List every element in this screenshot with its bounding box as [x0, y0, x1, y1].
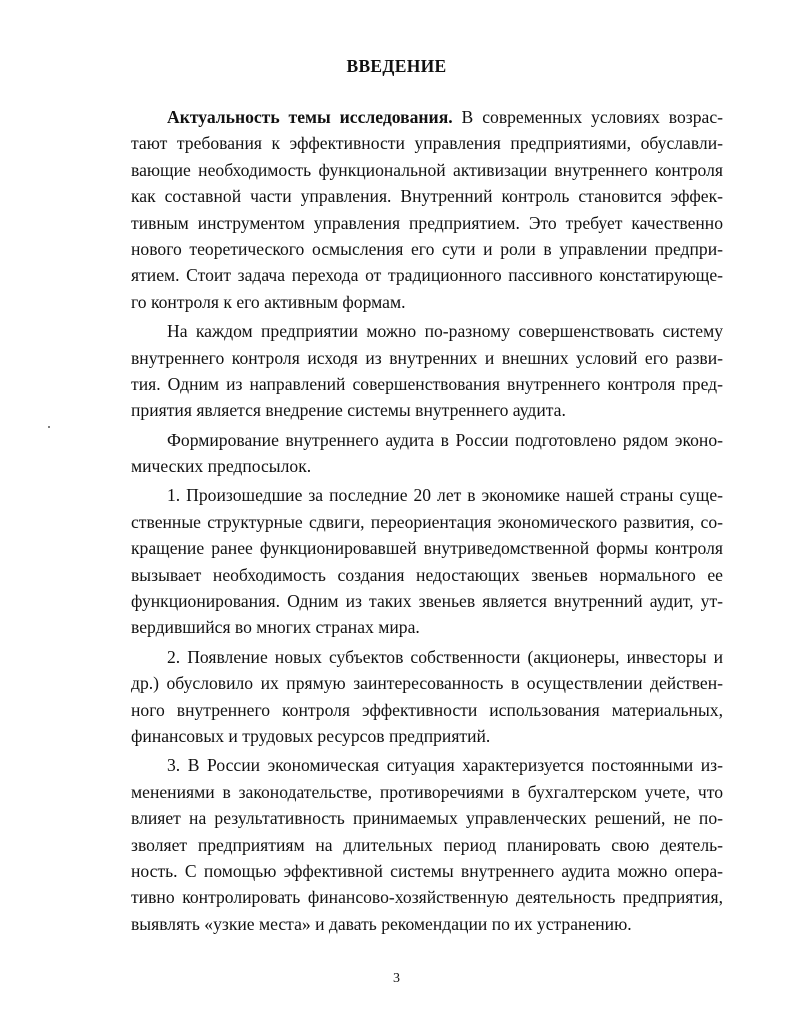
- line-text: мических предпосылок.: [131, 456, 312, 477]
- text-line: [131, 588, 723, 614]
- line-text: кращение ранее функционировавшей внутриведомственной формы контроля: [131, 538, 723, 559]
- line-text: вызывает необходимость создания недостающих звеньев нормального ее: [131, 564, 723, 585]
- line-text: ность. С помощью эффективной системы внутреннего аудита можно опера-: [131, 860, 723, 881]
- text-line: [131, 911, 723, 937]
- line-text: вердившийся во многих странах мира.: [131, 617, 420, 638]
- text-line: [131, 723, 723, 749]
- paragraph: [131, 752, 723, 937]
- line-text: вающие необходимость функциональной активизации внутреннего контроля: [131, 159, 723, 180]
- text-line: [131, 697, 723, 723]
- text-line: [131, 318, 723, 344]
- text-line: [131, 104, 723, 130]
- line-text: как составной части управления. Внутренний контроль становится эффек-: [131, 186, 723, 207]
- text-line: [131, 130, 723, 156]
- text-line: [131, 884, 723, 910]
- text-line: [131, 562, 723, 588]
- text-line: [131, 509, 723, 535]
- text-line: [131, 805, 723, 831]
- line-text: Формирование внутреннего аудита в России подготовлено рядом эконо-: [167, 429, 723, 450]
- page-title: ВВЕДЕНИЕ: [346, 56, 447, 76]
- text-line: [131, 832, 723, 858]
- line-text: тают требования к эффективности управления предприятиями, обуславли-: [131, 133, 723, 154]
- paragraph: [131, 104, 723, 315]
- text-line: [131, 262, 723, 288]
- text-line: [131, 453, 723, 479]
- text-line: [131, 644, 723, 670]
- line-text: 2. Появление новых субъектов собственности (акционеры, инвесторы и: [167, 646, 723, 667]
- line-text: др.) обусловило их прямую заинтересованность в осуществлении действен-: [131, 673, 723, 694]
- text-line: [131, 670, 723, 696]
- paragraph: [131, 482, 723, 640]
- line-text: финансовых и трудовых ресурсов предприятий.: [131, 725, 491, 746]
- line-text: внутреннего контроля исходя из внутренних и внешних условий его разви-: [131, 347, 723, 368]
- text-line: [131, 535, 723, 561]
- page-number: 3: [393, 971, 400, 986]
- text-line: [131, 858, 723, 884]
- line-text: го контроля к его активным формам.: [131, 291, 406, 312]
- text-line: [131, 752, 723, 778]
- text-line: [131, 397, 723, 423]
- scan-speck: [48, 426, 50, 428]
- text-line: [131, 482, 723, 508]
- line-text: ного внутреннего контроля эффективности использования материальных,: [131, 699, 723, 720]
- line-text: приятия является внедрение системы внутреннего аудита.: [131, 400, 566, 421]
- text-line: [131, 236, 723, 262]
- line-text: функционирования. Одним из таких звеньев является внутренний аудит, ут-: [131, 591, 723, 612]
- line-text: ятием. Стоит задача перехода от традиционного пассивного констатирующе-: [131, 265, 723, 286]
- line-text: тивным инструментом управления предприятием. Это требует качественно: [131, 212, 723, 233]
- line-text: выявлять «узкие места» и давать рекомендации по их устранению.: [131, 913, 632, 934]
- text-line: [131, 427, 723, 453]
- line-text: менениями в законодательстве, противоречиями в бухгалтерском учете, что: [131, 781, 723, 802]
- body-text: [131, 104, 723, 937]
- text-line: [131, 614, 723, 640]
- text-line: [131, 157, 723, 183]
- line-text: тия. Одним из направлений совершенствования внутреннего контроля пред-: [131, 373, 723, 394]
- line-text: нового теоретического осмысления его сути и роли в управлении предпри-: [131, 238, 723, 259]
- paragraph: [131, 427, 723, 480]
- paragraph: [131, 644, 723, 750]
- text-line: [131, 779, 723, 805]
- text-line: [131, 371, 723, 397]
- text-line: [131, 289, 723, 315]
- text-line: [131, 183, 723, 209]
- line-text: тивно контролировать финансово-хозяйственную деятельность предприятия,: [131, 887, 723, 908]
- line-text: 1. Произошедшие за последние 20 лет в экономике нашей страны суще-: [167, 485, 723, 506]
- text-line: [131, 345, 723, 371]
- line-text: На каждом предприятии можно по-разному совершенствовать систему: [167, 321, 723, 342]
- line-text: ственные структурные сдвиги, переориентация экономического развития, со-: [131, 511, 723, 532]
- line-text: В современных условиях возрас-: [452, 107, 723, 127]
- line-text: влияет на результативность принимаемых управленческих решений, не по-: [131, 808, 723, 829]
- text-line: [131, 210, 723, 236]
- line-text: зволяет предприятиям на длительных период планировать свою деятель-: [131, 834, 723, 855]
- paragraph: [131, 318, 723, 424]
- bold-lead-phrase: Актуальность темы исследования.: [167, 107, 453, 127]
- line-text: 3. В России экономическая ситуация характеризуется постоянными из-: [167, 755, 723, 776]
